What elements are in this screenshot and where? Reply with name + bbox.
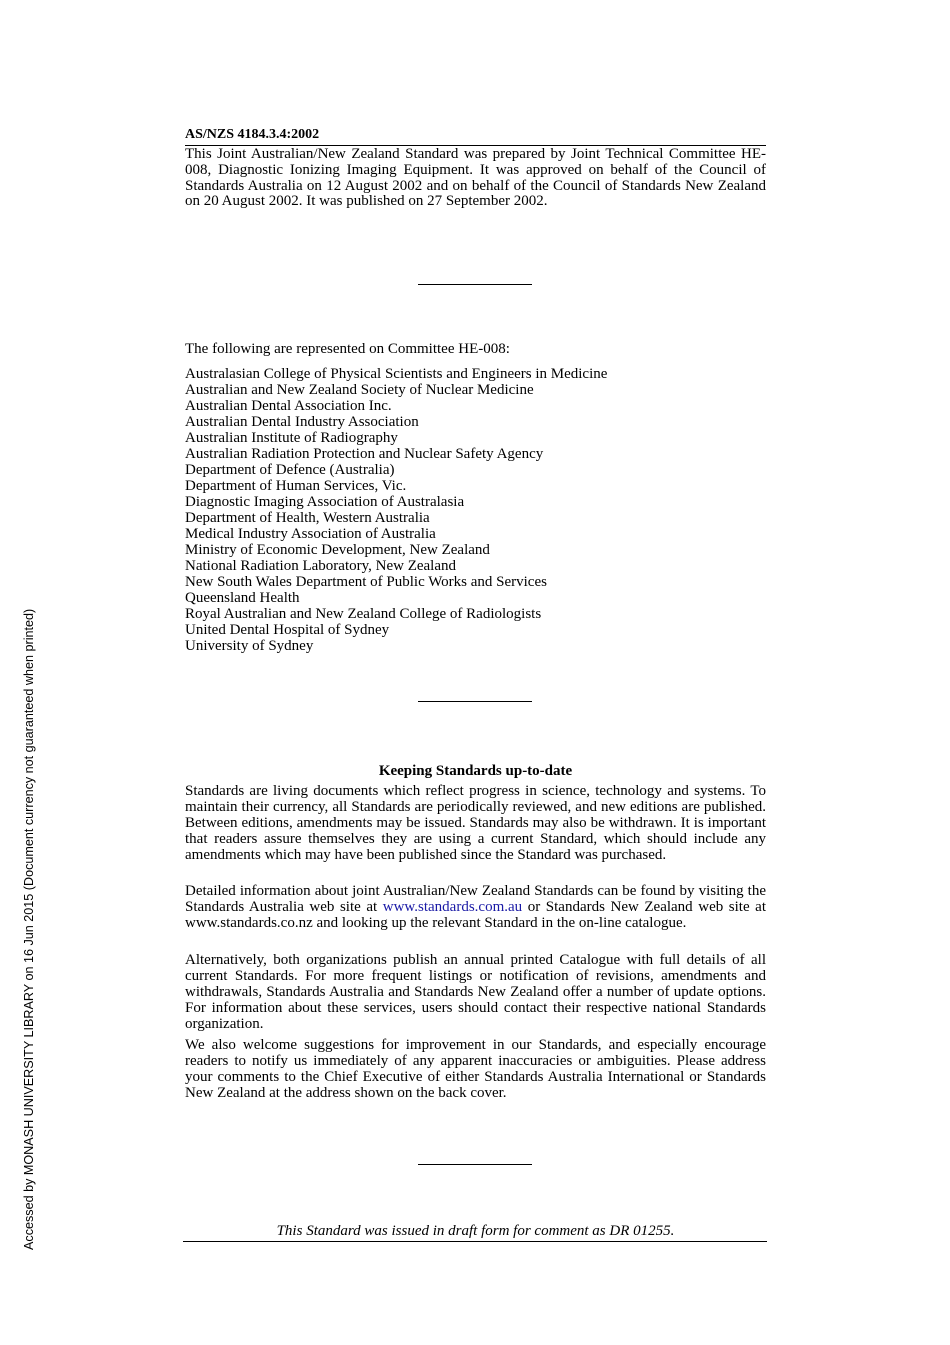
- paragraph: Standards are living documents which reflect progress in science, technology and systems. To maintain their currency, all Standards are periodically reviewed, and new editions are published. Between editions, amendments may be issued. Standards may also be withdrawn. It is important that readers assure themselves they are using a current Standard, which should include any amendments which may have been published since the Standard was purchased.: [185, 783, 766, 863]
- standards-australia-link[interactable]: www.standards.com.au: [382, 898, 523, 915]
- committee-member: Department of Health, Western Australia: [185, 510, 430, 526]
- committee-member: New South Wales Department of Public Works and Services: [185, 574, 547, 590]
- committee-member-list: [185, 366, 607, 654]
- committee-member: Australian Dental Industry Association: [185, 414, 419, 430]
- committee-member: United Dental Hospital of Sydney: [185, 622, 390, 638]
- committee-member: Australian Dental Association Inc.: [185, 398, 392, 414]
- section-divider: [418, 284, 532, 285]
- committee-member: Department of Defence (Australia): [185, 462, 395, 478]
- committee-member: Queensland Health: [185, 590, 300, 606]
- footer-rule: [183, 1241, 767, 1242]
- committee-member: Royal Australian and New Zealand College of Radiologists: [185, 606, 542, 622]
- committee-member: Ministry of Economic Development, New Zealand: [185, 542, 490, 558]
- section-heading: Keeping Standards up-to-date: [378, 763, 573, 779]
- standard-number: AS/NZS 4184.3.4:2002: [185, 127, 320, 142]
- committee-member: University of Sydney: [185, 638, 314, 654]
- committee-intro: The following are represented on Committee HE-008:: [185, 341, 510, 357]
- section-divider: [418, 1164, 532, 1165]
- preparation-statement: This Joint Australian/New Zealand Standard was prepared by Joint Technical Committee HE-008, Diagnostic Ionizing Imaging Equipment. It was approved on behalf of the Council of Standards Australia on 12 August 2002 and on behalf of the Council of Standards New Zealand on 20 August 2002. It was published on 27 September 2002.: [185, 146, 766, 210]
- paragraph-text: Detailed information about joint Australian/New Zealand Standards can be found by visiting the Standards Australia web site at: [185, 883, 766, 915]
- committee-member: Australian and New Zealand Society of Nuclear Medicine: [185, 382, 534, 398]
- paragraph: [185, 884, 766, 932]
- draft-note: This Standard was issued in draft form for comment as DR 01255.: [276, 1223, 675, 1239]
- committee-member: National Radiation Laboratory, New Zealand: [185, 558, 457, 574]
- paragraph: We also welcome suggestions for improvement in our Standards, and especially encourage readers to notify us immediately of any apparent inaccuracies or ambiguities. Please address your comments to the Chief Executive of either Standards Australia International or Standards New Zealand at the address shown on the back cover.: [185, 1037, 766, 1101]
- paragraph-text: or Standards New Zealand web site at www.standards.co.nz and looking up the relevant Standard in the on-line catalogue.: [185, 898, 766, 931]
- committee-member: Medical Industry Association of Australia: [185, 526, 436, 542]
- paragraph: Alternatively, both organizations publish an annual printed Catalogue with full details of all current Standards. For more frequent listings or notification of revisions, amendments and withdrawals, Standards Australia and Standards New Zealand offer a number of update options. For information about these services, users should contact their respective national Standards organization.: [185, 952, 766, 1032]
- section-divider: [418, 701, 532, 702]
- committee-member: Australasian College of Physical Scientists and Engineers in Medicine: [185, 366, 608, 382]
- committee-member: Diagnostic Imaging Association of Australasia: [185, 494, 465, 510]
- committee-member: Australian Radiation Protection and Nuclear Safety Agency: [185, 446, 544, 462]
- access-watermark: Accessed by MONASH UNIVERSITY LIBRARY on 16 Jun 2015 (Document currency not guaranteed when printed): [22, 608, 36, 1250]
- committee-member: Australian Institute of Radiography: [185, 430, 398, 446]
- committee-member: Department of Human Services, Vic.: [185, 478, 407, 494]
